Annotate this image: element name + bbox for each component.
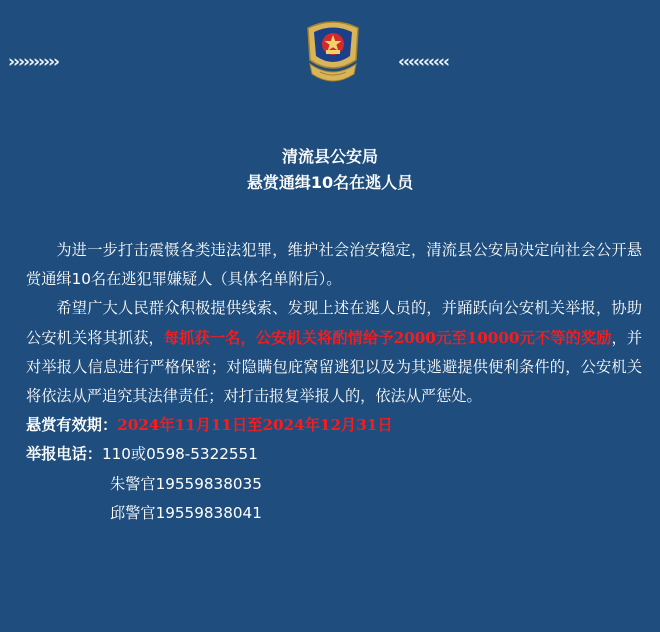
paragraph-appeal	[26, 294, 642, 411]
org-name: 清流县公安局	[281, 147, 378, 166]
police-emblem-icon	[298, 14, 368, 90]
notice-title-block	[0, 144, 660, 196]
contact-officer-1: 朱警官19559838035	[110, 474, 262, 493]
validity-value: 2024年11月11日至2024年12月31日	[117, 416, 393, 435]
chevron-right-decoration-icon: ››››››››››	[8, 52, 59, 72]
header-banner	[0, 0, 660, 110]
appeal-text-end: ，并对举报人信息进行严格保密；对隐瞒包庇窝留逃犯以及为其逃避提供便利条件的，公安机关将依法从严追究其法律责任；对打击报复举报人的，依法从严惩处。	[26, 328, 643, 406]
chevron-left-decoration-icon: ‹‹‹‹‹‹‹‹‹‹	[398, 52, 449, 72]
contact-label: 举报电话：	[26, 445, 102, 464]
contact-main-number: 110或0598-5322551	[101, 445, 258, 464]
notice-content	[26, 236, 642, 528]
validity-line	[26, 411, 642, 440]
reward-highlight: 每抓获一名，公安机关将酌情给予2000元至10000元不等的奖励	[163, 328, 612, 347]
contact-officer-2: 邱警官19559838041	[110, 503, 262, 522]
notice-title: 悬赏通缉10名在逃人员	[246, 173, 414, 192]
contact-line	[26, 440, 642, 469]
appeal-text-start: 希望广大人民群众积极提供线索、发现上述在逃人员的，并踊跃向公安机关举报，协助公安机关将其抓获，	[26, 299, 642, 347]
paragraph-intro: 为进一步打击震慑各类违法犯罪，维护社会治安稳定，清流县公安局决定向社会公开悬赏通缉10名在逃犯罪嫌疑人（具体名单附后）。	[26, 241, 642, 289]
validity-label: 悬赏有效期：	[26, 416, 118, 435]
